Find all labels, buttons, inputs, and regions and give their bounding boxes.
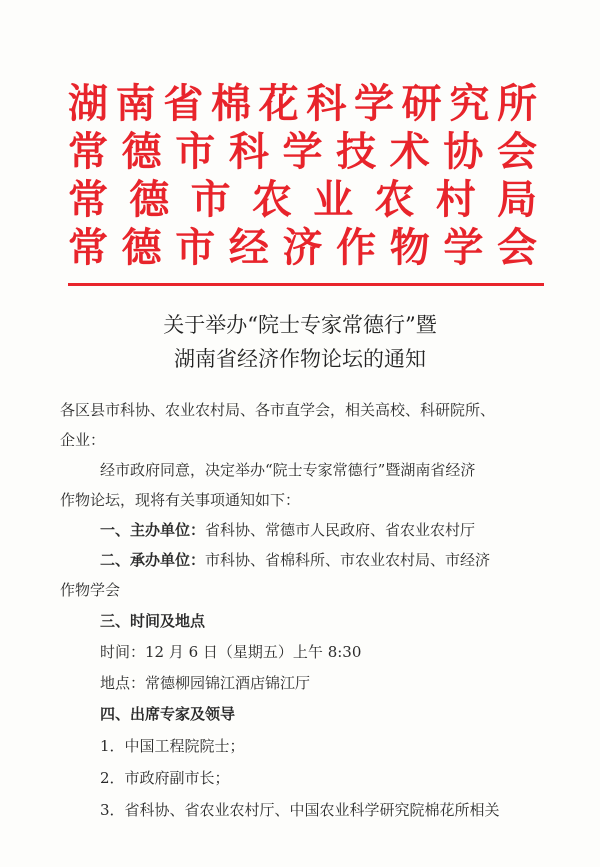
salutation: 各区县市科协、农业农村局、各市直学会，相关高校、科研院所、	[60, 401, 496, 419]
section-heading: 三、时间及地点	[100, 612, 206, 630]
section-heading: 一、主办单位：	[100, 521, 206, 539]
issuer-name: 常德市经济作物学会	[68, 225, 538, 271]
issuer-name: 常德市农业农村局	[68, 177, 538, 223]
list-item: 3．省科协、省农业农村厅、中国农业科学研究院棉花所相关	[100, 801, 500, 819]
document-title	[0, 308, 600, 376]
title-line: 关于举办“院士专家常德行”暨	[163, 313, 437, 337]
section-hosts	[100, 545, 540, 575]
issuer-block	[68, 80, 538, 272]
paragraph: 作物论坛，现将有关事项通知如下：	[60, 491, 301, 509]
red-divider	[68, 283, 544, 286]
issuer-name: 湖南省棉花科学研究所	[68, 81, 538, 127]
list-item: 1．中国工程院院士；	[100, 737, 245, 755]
issuer-name: 常德市科学技术协会	[68, 129, 538, 175]
section-text: 省科协、常德市人民政府、省农业农村厅	[205, 521, 476, 539]
section-heading: 四、出席专家及领导	[100, 705, 236, 723]
title-line: 湖南省经济作物论坛的通知	[174, 347, 426, 371]
section-heading: 二、承办单位：	[100, 551, 206, 569]
section-text: 市科协、省棉科所、市农业农村局、市经济	[205, 551, 491, 569]
list-item: 2．市政府副市长；	[100, 769, 230, 787]
paragraph: 经市政府同意，决定举办“院士专家常德行”暨湖南省经济	[100, 461, 476, 479]
section-text: 作物学会	[60, 581, 121, 599]
time-line: 时间：12 月 6 日（星期五）上午 8:30	[100, 643, 362, 661]
place-line: 地点：常德柳园锦江酒店锦江厅	[100, 674, 311, 692]
salutation: 企业：	[60, 431, 106, 449]
section-organizers	[100, 515, 540, 545]
